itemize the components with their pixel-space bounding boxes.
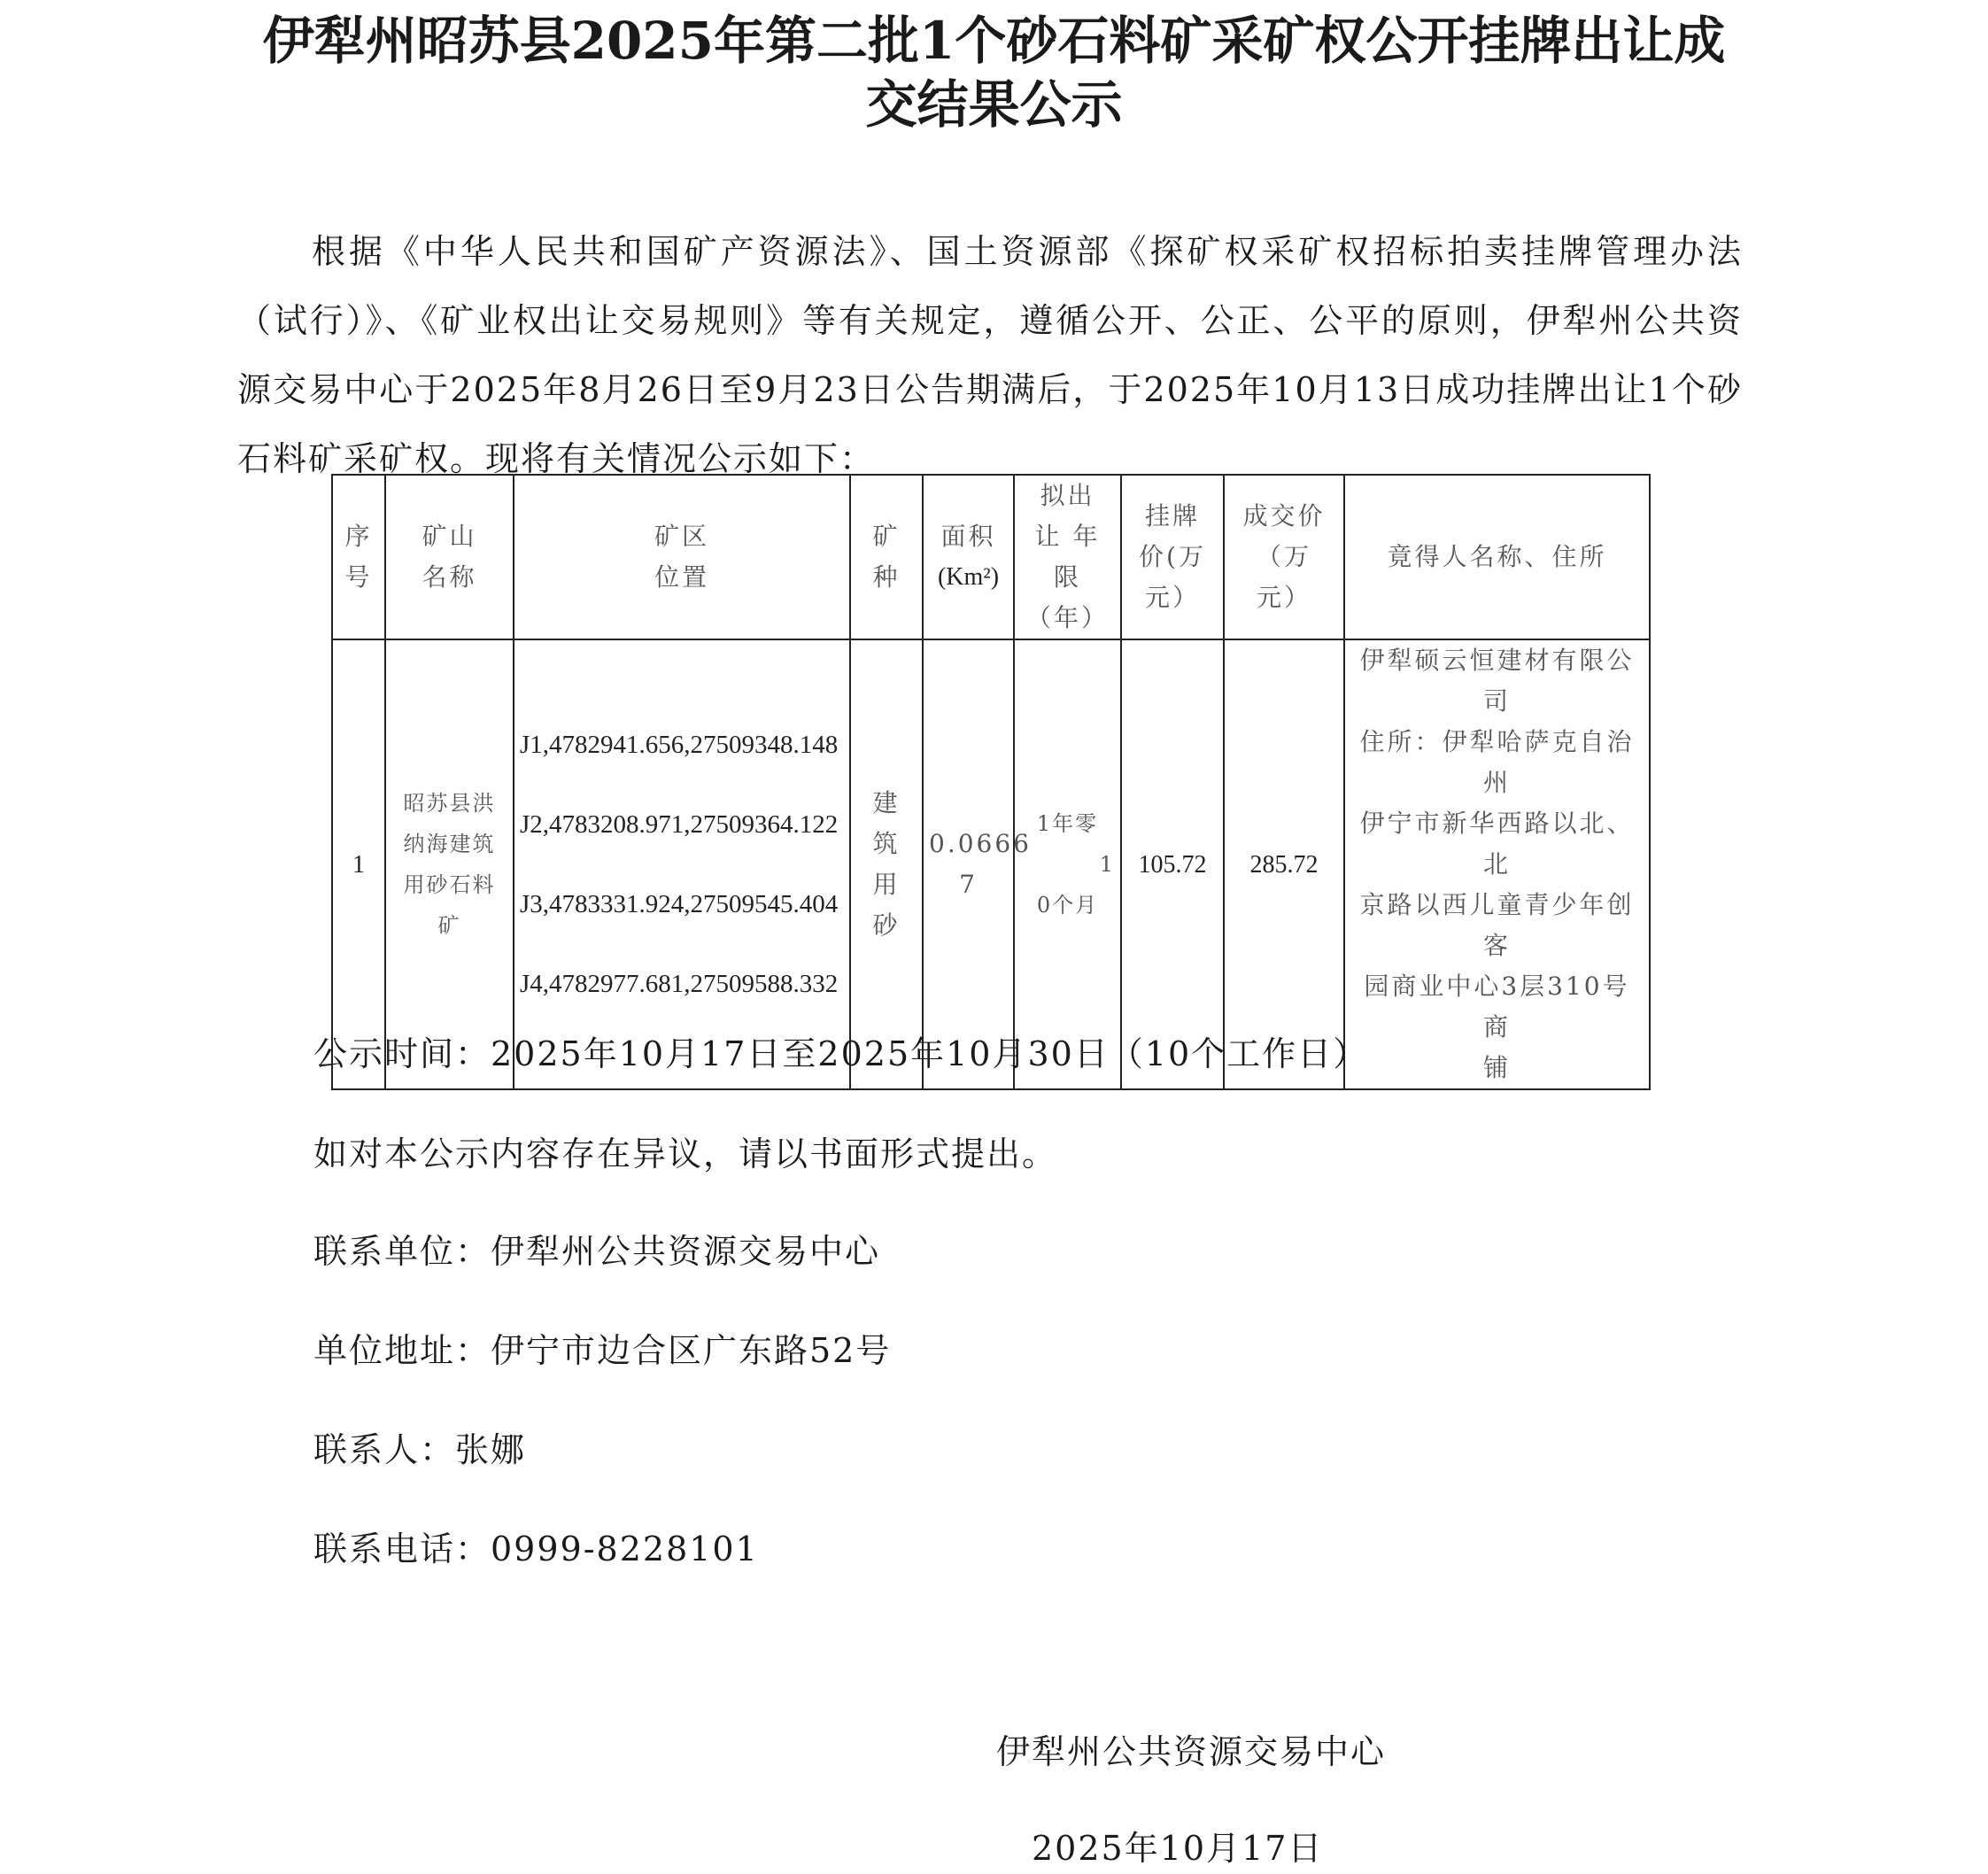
cell-mineral: 建 筑 用 砂: [850, 639, 923, 1089]
intro-paragraph: 根据《中华人民共和国矿产资源法》、国土资源部《探矿权采矿权招标拍卖挂牌管理办法（试行）》、《矿业权出让交易规则》等有关规定，遵循公开、公正、公平的原则，伊犁州公共资源交易中心于2025年8月26日至9月23日公告期满后，于2025年10月13日成功挂牌出让1个砂石料矿采矿权。现将有关情况公示如下：: [237, 232, 1743, 478]
cell-winner: 伊犁硕云恒建材有限公司 住所：伊犁哈萨克自治州 伊宁市新华西路以北、北 京路以西儿童青少年创客 园商业中心3层310号商 铺: [1344, 639, 1650, 1089]
header-term: 拟出 让 年 限 （年）: [1014, 475, 1121, 639]
signature-org: 伊犁州公共资源交易中心: [996, 1732, 1387, 1771]
cell-seq: 1: [332, 639, 385, 1089]
header-mine-name: 矿山 名称: [385, 475, 514, 639]
document-title-line-1: 伊犁州昭苏县2025年第二批1个砂石料矿采矿权公开挂牌出让成: [262, 11, 1726, 71]
document-title-line-2: 交结果公示: [865, 74, 1123, 135]
cell-deal-price: 285.72: [1224, 639, 1344, 1089]
header-seq: 序 号: [332, 475, 385, 639]
notice-period: 公示时间：2025年10月17日至2025年10月30日（10个工作日）: [313, 1034, 1369, 1073]
header-mineral: 矿 种: [850, 475, 923, 639]
cell-coordinates: [514, 639, 850, 1089]
coordinate-item: J4,4782977.681,27509588.332: [520, 970, 839, 998]
objection-note: 如对本公示内容存在异议，请以书面形式提出。: [313, 1134, 1058, 1173]
contact-phone: 联系电话：0999-8228101: [313, 1529, 759, 1568]
cell-listing-price: 105.72: [1121, 639, 1224, 1089]
cell-term: 1年零 1 0个月: [1014, 639, 1121, 1089]
contact-unit: 联系单位：伊犁州公共资源交易中心: [313, 1232, 881, 1271]
unit-address: 单位地址：伊宁市边合区广东路52号: [313, 1331, 892, 1370]
coordinate-list: [520, 705, 844, 1024]
header-winner: 竟得人名称、住所: [1344, 475, 1650, 639]
header-location: 矿区 位置: [514, 475, 850, 639]
coordinate-item: J2,4783208.971,27509364.122: [520, 810, 839, 839]
contact-person: 联系人：张娜: [313, 1430, 527, 1469]
coordinate-item: J1,4782941.656,27509348.148: [520, 731, 839, 759]
header-listing-price: 挂牌 价(万 元）: [1121, 475, 1224, 639]
signature-date: 2025年10月17日: [1032, 1829, 1324, 1868]
cell-mine-name: 昭苏县洪 纳海建筑 用砂石料 矿: [385, 639, 514, 1089]
result-table: [331, 474, 1651, 1090]
table-header-row: [332, 475, 1650, 639]
header-area: 面积 (Km²): [923, 475, 1014, 639]
cell-area: 0.0666 7: [923, 639, 1014, 1089]
header-deal-price: 成交价 （万 元）: [1224, 475, 1344, 639]
coordinate-item: J3,4783331.924,27509545.404: [520, 890, 839, 918]
table-row: [332, 639, 1650, 1089]
